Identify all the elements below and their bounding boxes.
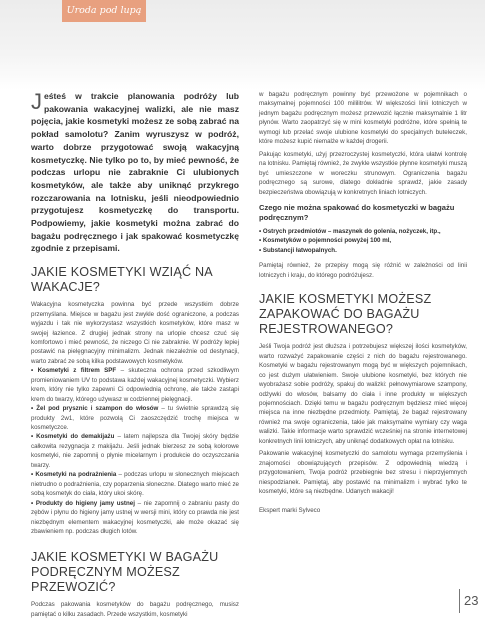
bullet-spf bbox=[31, 366, 239, 404]
bullet-label: • Kosmetyki na podrażnienia bbox=[31, 471, 117, 479]
lead-paragraph bbox=[31, 90, 239, 255]
bullet-shower-gel bbox=[31, 404, 239, 432]
bullet-text: – nie zapomnij o zabraniu pasty do zębów i płynu do higieny jamy ustnej w wersji mini, który co prawda nie jest niezbędnym elementem wakacyjnej kosmetyczki, ale może okazać się zbawieniem np. podczas długich lotów. bbox=[31, 499, 240, 536]
bullet-irritation bbox=[31, 470, 239, 498]
bullet-makeup-remover bbox=[31, 432, 239, 470]
bullet-text: – skuteczna ochrona przed szkodliwym promieniowaniem UV to podstawa każdej wakacyjnej kosmetyczki. Wybierz krem, który nie tylko zapewni Ci odpowiednią ochronę, ale także zastąpi krem do twarzy, którego używasz w codziennej pielęgnacji. bbox=[31, 367, 239, 403]
author-signature: Ekspert marki Sylveco bbox=[259, 506, 321, 514]
bullet-label: • Kosmetyki z filtrem SPF bbox=[31, 367, 117, 375]
bullet-text: – latem najlepsza dla Twojej skóry będzie całkowita rezygnacja z makijażu. Jeśli jednak bierzesz ze sobą kolorowe kosmetyki, nie zapomnij o płynie micelarnym i produkcie do oczyszczania twarzy. bbox=[31, 433, 239, 469]
paragraph: w bagażu podręcznym powinny być przewożone w pojemnikach o maksymalnej pojemności 100 mililitrów. W większości linii lotniczych w jednym bagażu podręcznym możesz przewozić łącznie maksymalnie 1 litr płynów. Warto zaopatrzyć się w mini kosmetyki podróżne, które spełnią te wymogi lub przelać swoje ulubione kosmetyki do specjalnych buteleczek, które możesz kupić niemalże w każdej drogerii. bbox=[259, 91, 467, 146]
paragraph: Pakując kosmetyki, użyj przezroczystej kosmetyczki, która ułatwi kontrolę na lotnisku. Pamiętaj również, że zwykle wszystkie płynne kosmetyki muszą być umieszczone w woreczku strunowym. Ograniczenia bagażu podręcznego są surowe, dlatego dokładnie sprawdź, jakie zasady bezpieczeństwa obowiązują w konkretnych liniach lotniczych. bbox=[259, 150, 467, 196]
list-item: • Substancji łatwopalnych. bbox=[259, 246, 337, 254]
bullet-label: • Kosmetyki do demakijażu bbox=[31, 433, 115, 441]
list-item: • Kosmetyków o pojemności powyżej 100 ml, bbox=[259, 237, 392, 245]
heading-what-to-take: JAKIE KOSMETYKI WZIĄĆ NA WAKACJE? bbox=[31, 265, 213, 295]
paragraph: Jeśli Twoja podróż jest dłuższa i potrzebujesz większej ilości kosmetyków, warto rozważyć zapakowanie części z nich do bagażu rejestrowanego. Kosmetyki w bagażu rejestrowanym mogą być w większych pojemnikach, co jest dużym ułatwieniem. Swoje ulubione kosmetyki, bez których nie wyobrażasz sobie podróży, spakuj do walizki: pełnowymiarowe szampony, odżywki do włosów, balsamy do ciała i inne produkty w większych pojemnościach. Dzięki temu w bagażu podręcznym będziesz mieć więcej miejsca na inne niezbędne przedmioty. Pamiętaj, że bagaż rejestrowany również ma swoje ograniczenia, takie jak maksymalne wymiary czy waga walizki. Takie informacje warto sprawdzić wcześniej na stronie internetowej konkretnych linii lotniczych, aby uniknąć dodatkowych opłat na lotnisku. bbox=[259, 343, 467, 445]
bullet-text: – tu świetnie sprawdzą się produkty 2w1, które pozwolą Ci zaoszczędzić trochę miejsca w kosmetyczce. bbox=[31, 405, 239, 432]
heading-checked-luggage: JAKIE KOSMETYKI MOŻESZ ZAPAKOWAĆ DO BAGAŻU REJESTROWANEGO? bbox=[259, 292, 432, 337]
right-column bbox=[259, 90, 467, 514]
section-tab: Uroda pod lupą bbox=[62, 0, 146, 22]
bullet-label: • Żel pod prysznic i szampon do włosów bbox=[31, 405, 159, 413]
left-column bbox=[31, 90, 239, 619]
question-heading: Czego nie można spakować do kosmetyczki w bagażu podręcznym? bbox=[259, 202, 455, 223]
paragraph: Pakowanie wakacyjnej kosmetyczki do samolotu wymaga przemyślenia i znajomości obowiązujących przepisów. Z odpowiednią wiedzą i przygotowaniem, Twoja podróż przebiegnie bez stresu i nieprzyjemnych niespodzianek. Pamiętaj, aby postawić na minimalizm i wybrać tylko te kosmetyki, które są niezbędne. Udanych wakacji! bbox=[259, 450, 467, 496]
lead-text: eśteś w trakcie planowania podróży lub pakowania wakacyjnej walizki, ale nie masz pojęcia, jakie kosmetyki możesz ze sobą zabrać na pokład samolotu? Zanim wyruszysz w podróż, warto dobrze przygotować swoją wakacyjną kosmetyczkę. Nie tylko po to, by mieć pewność, że podczas urlopu nie zabraknie Ci ulubionych kosmetyków, ale także aby uniknąć przykrego rozczarowania na lotnisku, jeśli nieodpowiednio przygotujesz kosmetyczkę do transportu. Podpowiemy, jakie kosmetyki można zabrać do bagażu podręcznego i jak spakować kosmetyczkę zgodnie z przepisami. bbox=[31, 91, 239, 254]
list-item: • Ostrych przedmiotów – maszynek do golenia, nożyczek, itp., bbox=[259, 227, 441, 235]
heading-hand-luggage: JAKIE KOSMETYKI W BAGAŻU PODRĘCZNYM MOŻESZ PRZEWOZIĆ? bbox=[31, 550, 219, 595]
page-number: 23 bbox=[459, 589, 485, 613]
paragraph: Podczas pakowania kosmetyków do bagażu podręcznego, musisz pamiętać o kilku zasadach. Przede wszystkim, kosmetyki bbox=[31, 601, 239, 618]
paragraph: Wakacyjna kosmetyczka powinna być przede wszystkim dobrze przemyślana. Miejsce w bagażu jest zwykle dość ograniczone, a podczas wyjazdu i tak nie wykorzystasz wszystkich kosmetyków, które masz w swojej łazience. Z drugiej jednak strony na urlopie chcesz czuć się komfortowo i mieć pewność, że niczego Ci nie zabraknie. W podróży lepiej postawić na pielęgnacyjny minimalizm. Jednak niezależnie od destynacji, warto zabrać ze sobą kilka podstawowych kosmetyków. bbox=[31, 301, 239, 365]
prohibited-list bbox=[259, 227, 467, 255]
paragraph: Pamiętaj również, że przepisy mogą się różnić w zależności od linii lotniczych i kraju, do którego podróżujesz. bbox=[259, 262, 467, 279]
bullet-label: • Produkty do higieny jamy ustnej bbox=[31, 499, 135, 507]
bullet-text: – podczas urlopu w słonecznych miejscach nietrudno o podrażnienia, czy poparzenia słoneczne. Dlatego warto mieć ze sobą kosmetyk do ciała, który ukoi skórę. bbox=[31, 471, 240, 498]
bullet-oral-hygiene bbox=[31, 499, 239, 537]
drop-cap: J bbox=[31, 89, 42, 114]
